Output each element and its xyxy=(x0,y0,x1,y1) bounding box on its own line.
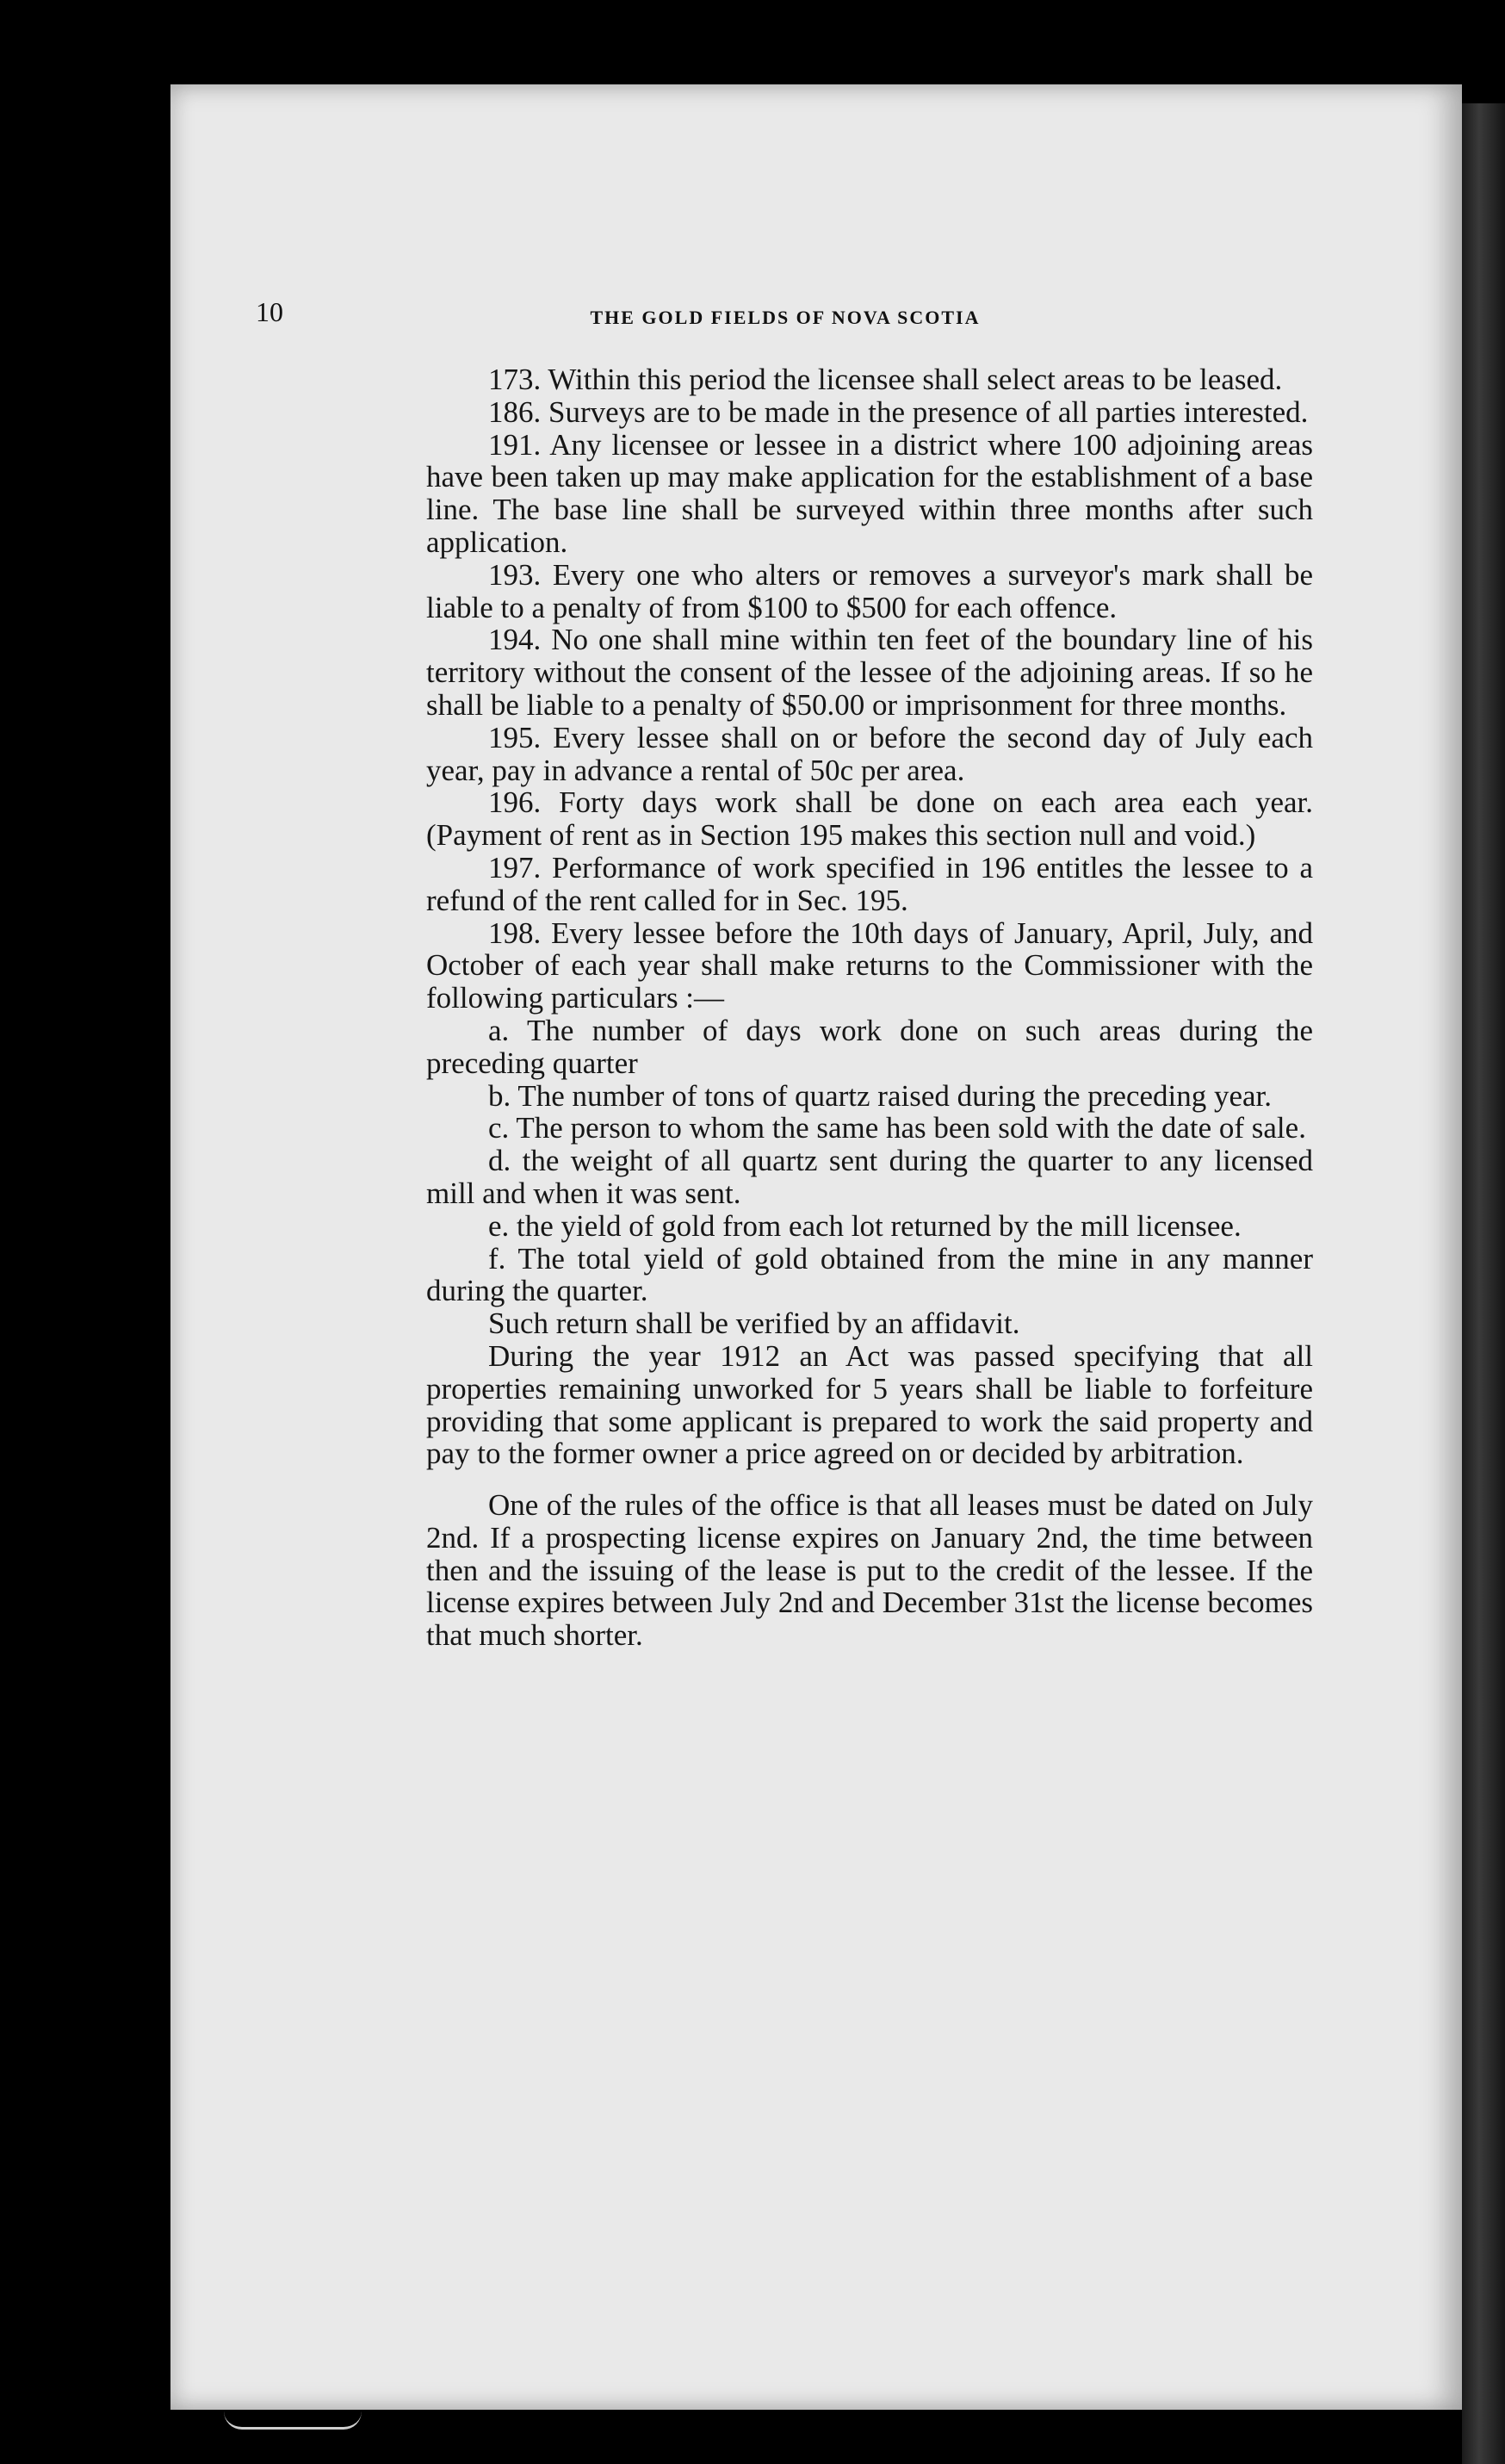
particular-f: f. The total yield of gold obtained from the mine in any manner during the quarter. xyxy=(426,1241,1313,1308)
particular-a: a. The number of days work done on such areas during the preceding quarter xyxy=(426,1013,1313,1080)
page-header xyxy=(256,296,1315,339)
section-186: 186. Surveys are to be made in the presence of all parties interested. xyxy=(488,394,1309,429)
scan-mark xyxy=(224,2411,362,2430)
particular-d: d. the weight of all quartz sent during the quarter to any licensed mill and when it was sent. xyxy=(426,1144,1313,1210)
section-194: 194. No one shall mine within ten feet of the boundary line of his territory without the consent of the lessee of the adjoining areas. If so he shall be liable to a penalty of $50.00 or imprisonment for three months. xyxy=(426,623,1313,722)
section-196: 196. Forty days work shall be done on each area each year. (Payment of rent as in Section 195 makes this section null and void.) xyxy=(426,785,1313,853)
particular-e: e. the yield of gold from each lot returned by the mill licensee. xyxy=(488,1208,1242,1243)
section-195: 195. Every lessee shall on or before the second day of July each year, pay in advance a rental of 50c per area. xyxy=(426,720,1313,787)
act-1912-paragraph: During the year 1912 an Act was passed specifying that all properties remaining unworked for 5 years shall be liable to forfeiture providing that some applicant is prepared to work the said property and pay to the former owner a price agreed on or decided by arbitration. xyxy=(426,1338,1313,1471)
affidavit-note: Such return shall be verified by an affidavit. xyxy=(488,1306,1020,1341)
particular-b: b. The number of tons of quartz raised during the preceding year. xyxy=(488,1078,1273,1113)
section-191: 191. Any licensee or lessee in a district where 100 adjoining areas have been taken up may make application for the establishment of a base line. The base line shall be surveyed within three months after such application. xyxy=(426,427,1313,559)
body-text xyxy=(426,363,1313,1652)
running-title: THE GOLD FIELDS OF NOVA SCOTIA xyxy=(590,307,981,328)
page-edge xyxy=(1462,103,1505,2464)
page-number: 10 xyxy=(256,296,283,327)
section-197: 197. Performance of work specified in 196 entitles the lessee to a refund of the rent called for in Sec. 195. xyxy=(426,850,1313,917)
office-rules-paragraph: One of the rules of the office is that all leases must be dated on July 2nd. If a prospecting license expires on January 2nd, the time between then and the issuing of the lease is put to the credit of the lessee. If the license expires between July 2nd and December 31st the license becomes that much shorter. xyxy=(426,1488,1313,1653)
section-193: 193. Every one who alters or removes a surveyor's mark shall be liable to a penalty of from $100 to $500 for each offence. xyxy=(426,557,1313,624)
particular-c: c. The person to whom the same has been sold with the date of sale. xyxy=(488,1111,1306,1145)
section-198: 198. Every lessee before the 10th days of January, April, July, and October of each year shall make returns to the Commissioner with the following particulars :— xyxy=(426,915,1313,1015)
section-173: 173. Within this period the licensee shall select areas to be leased. xyxy=(488,363,1283,396)
